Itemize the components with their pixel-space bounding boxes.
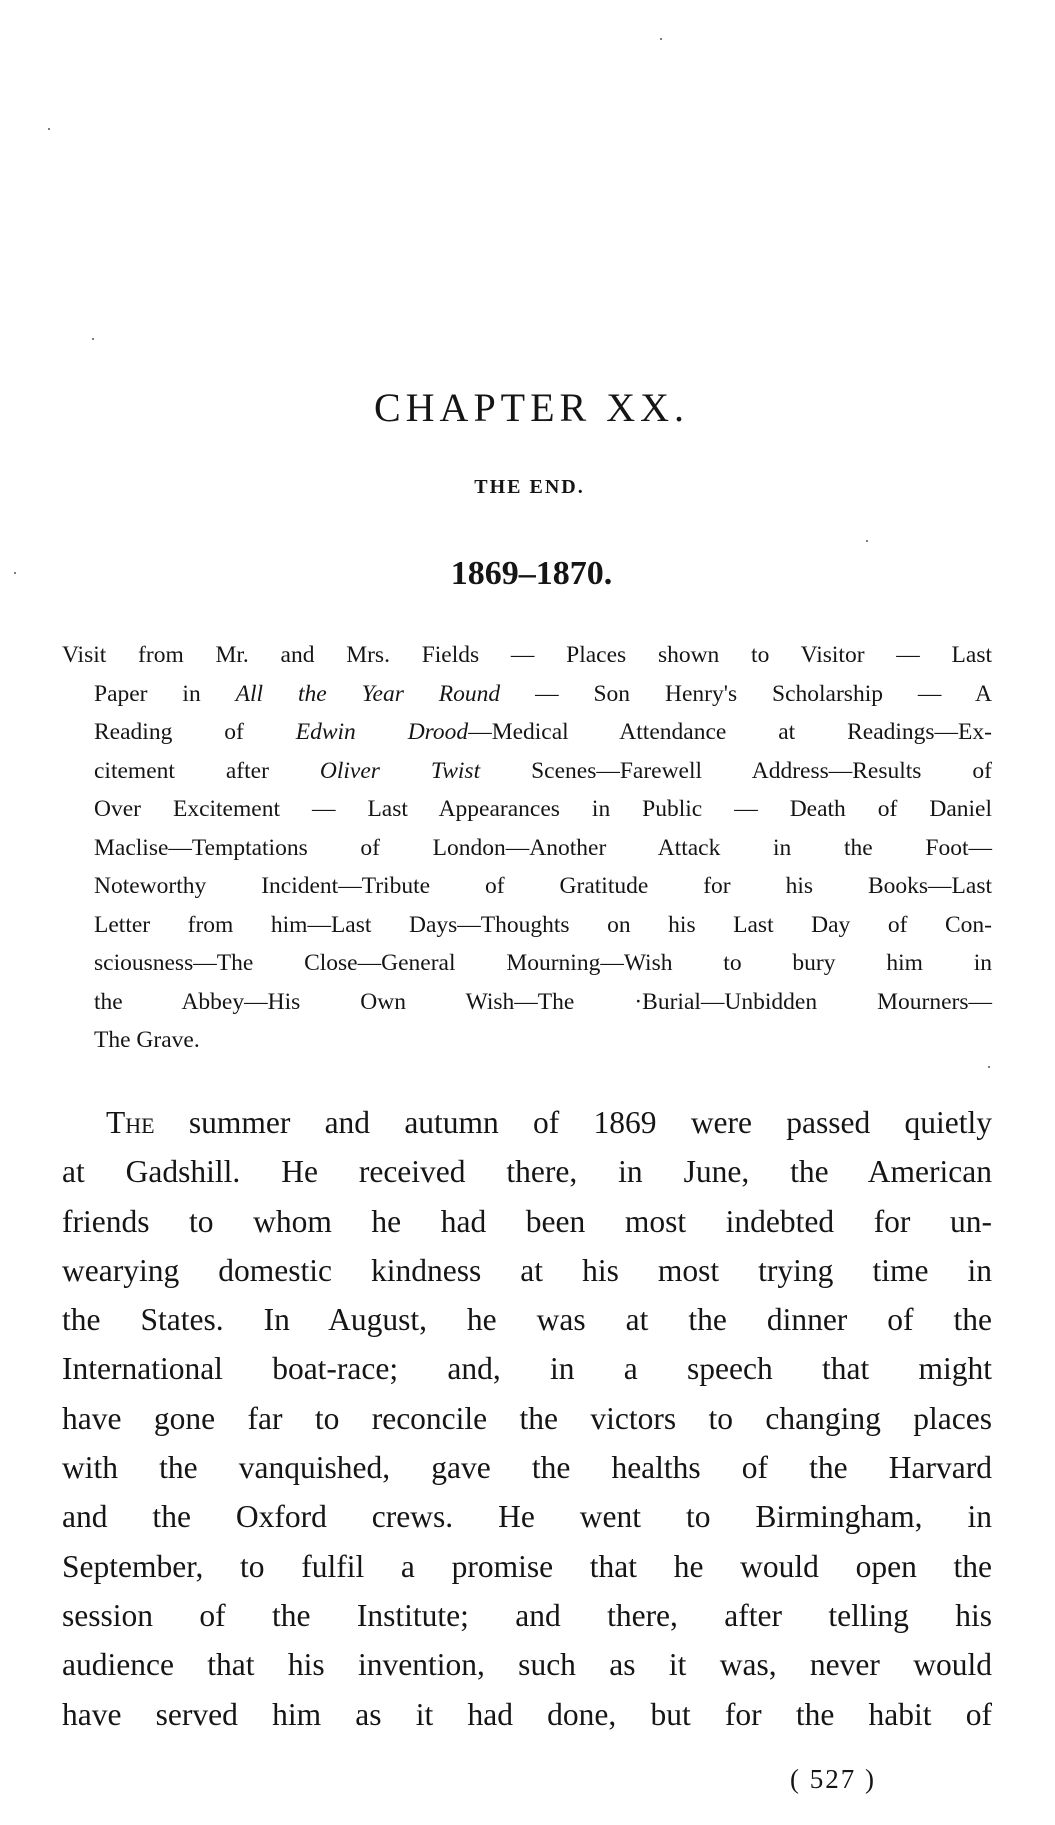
- body-line: The summer and autumn of 1869 were passed quietly: [106, 1105, 992, 1140]
- chapter-title: THE END.: [474, 476, 585, 498]
- body-line: friends to whom he had been most indebted for un-: [62, 1203, 992, 1239]
- scan-speck: [660, 38, 662, 40]
- body-line: September, to fulfil a promise that he would open the: [62, 1548, 992, 1584]
- synopsis-line: Paper in All the Year Round — Son Henry's Scholarship — A: [94, 680, 992, 707]
- body-line: and the Oxford crews. He went to Birmingham, in: [62, 1499, 992, 1535]
- body-line: have gone far to reconcile the victors to changing places: [62, 1400, 992, 1436]
- body-line: have served him as it had done, but for the habit of: [62, 1696, 992, 1732]
- body-paragraph: [62, 1098, 992, 1739]
- title-edwin-drood: Edwin Drood: [295, 719, 469, 745]
- title-oliver-twist: Oliver Twist: [319, 757, 481, 784]
- scan-speck: [92, 338, 94, 340]
- scan-speck: [866, 540, 868, 542]
- synopsis-line: Over Excitement — Last Appearances in Public — Death of Daniel: [94, 796, 992, 822]
- body-line: International boat-race; and, in a speech that might: [62, 1351, 992, 1387]
- synopsis-line: Visit from Mr. and Mrs. Fields — Places shown to Visitor — Last: [62, 642, 992, 668]
- body-line: session of the Institute; and there, after telling his: [62, 1597, 992, 1633]
- opening-word: The: [106, 1105, 155, 1140]
- synopsis-line: the Abbey—His Own Wish—The ·Burial—Unbidden Mourners—: [94, 988, 992, 1015]
- body-line: wearying domestic kindness at his most trying time in: [62, 1252, 992, 1288]
- synopsis-line: sciousness—The Close—General Mourning—Wish to bury him in: [94, 950, 992, 976]
- synopsis-line: Letter from him—Last Days—Thoughts on his Last Day of Con-: [94, 911, 992, 938]
- chapter-years: 1869–1870.: [450, 555, 613, 592]
- page-number: ( 527 ): [790, 1764, 876, 1794]
- title-all-the-year-round: All the Year Round: [235, 680, 501, 707]
- synopsis-line: Reading of Edwin Drood—Medical Attendance at Readings—Ex-: [94, 719, 992, 745]
- synopsis-line: Noteworthy Incident—Tribute of Gratitude for his Books—Last: [94, 873, 992, 899]
- synopsis-line: The Grave.: [94, 1027, 200, 1053]
- chapter-heading: CHAPTER XX.: [373, 385, 690, 430]
- body-line: the States. In August, he was at the dinner of the: [62, 1302, 992, 1338]
- scan-speck: [988, 1066, 990, 1068]
- chapter-synopsis: [62, 636, 992, 1060]
- body-line: at Gadshill. He received there, in June, the American: [62, 1154, 992, 1190]
- synopsis-line: citement after Oliver Twist Scenes—Farewell Address—Results of: [94, 757, 992, 784]
- body-line: audience that his invention, such as it was, never would: [62, 1647, 992, 1683]
- synopsis-line: Maclise—Temptations of London—Another Attack in the Foot—: [94, 834, 992, 861]
- body-line: with the vanquished, gave the healths of the Harvard: [62, 1450, 992, 1486]
- scan-speck: [48, 128, 50, 130]
